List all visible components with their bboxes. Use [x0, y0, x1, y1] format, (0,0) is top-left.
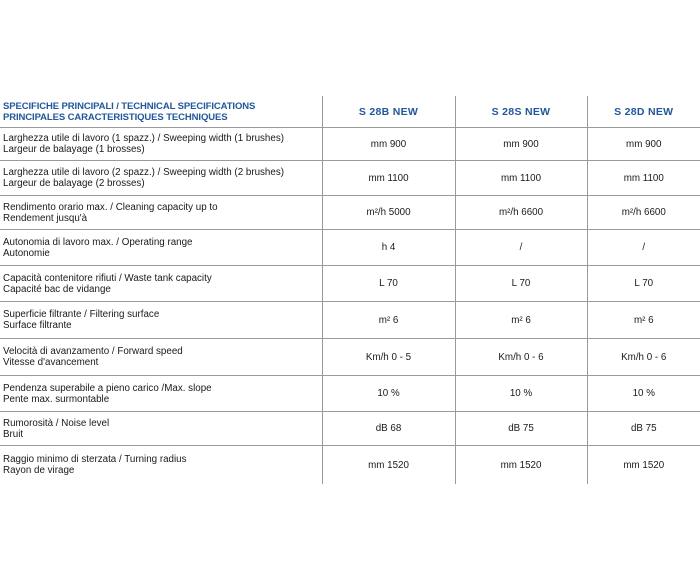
table-row — [0, 302, 700, 339]
spec-label-primary: Rumorosità / Noise level — [3, 417, 110, 429]
specifications-heading — [0, 96, 322, 128]
spec-value-s28s: L 70 — [455, 266, 587, 302]
spec-value-s28d: Km/h 0 - 6 — [587, 339, 700, 376]
spec-value-s28s: Km/h 0 - 6 — [455, 339, 587, 376]
spec-label — [0, 446, 322, 485]
table-row — [0, 196, 700, 230]
spec-label-primary: Larghezza utile di lavoro (2 spazz.) / Sweeping width (2 brushes) — [3, 167, 284, 178]
table-row — [0, 446, 700, 485]
spec-label-primary: Rendimento orario max. / Cleaning capacity up to — [3, 201, 218, 213]
spec-value-s28b: mm 900 — [322, 128, 455, 161]
spec-label — [0, 161, 322, 196]
spec-value-s28s: dB 75 — [455, 412, 587, 446]
spec-label-secondary: Pente max. surmontable — [3, 393, 110, 405]
model-s28d-header: S 28D NEW — [587, 96, 700, 128]
spec-label-secondary: Largeur de balayage (2 brosses) — [3, 178, 145, 189]
table-row — [0, 339, 700, 376]
spec-value-s28s: 10 % — [455, 376, 587, 412]
spec-value-s28b: h 4 — [322, 230, 455, 266]
spec-value-s28s: mm 900 — [455, 128, 587, 161]
spec-value-s28b: m² 6 — [322, 302, 455, 339]
spec-value-s28d: m² 6 — [587, 302, 700, 339]
spec-value-s28b: L 70 — [322, 266, 455, 302]
spec-value-s28d: dB 75 — [587, 412, 700, 446]
spec-value-s28d: mm 1100 — [587, 161, 700, 196]
spec-value-s28b: mm 1520 — [322, 446, 455, 485]
spec-value-s28d: mm 900 — [587, 128, 700, 161]
spec-value-s28s: m² 6 — [455, 302, 587, 339]
spec-label-primary: Autonomia di lavoro max. / Operating range — [3, 236, 193, 248]
spec-value-s28s: mm 1100 — [455, 161, 587, 196]
table-row — [0, 376, 700, 412]
spec-value-s28b: Km/h 0 - 5 — [322, 339, 455, 376]
spec-label-secondary: Autonomie — [3, 247, 50, 259]
spec-label — [0, 412, 322, 446]
model-s28s-header: S 28S NEW — [455, 96, 587, 128]
spec-label-primary: Capacità contenitore rifiuti / Waste tank capacity — [3, 272, 212, 284]
spec-label-primary: Velocità di avanzamento / Forward speed — [3, 346, 183, 357]
heading-line-2: PRINCIPALES CARACTERISTIQUES TECHNIQUES — [3, 111, 228, 123]
spec-label — [0, 230, 322, 266]
spec-label-secondary: Surface filtrante — [3, 320, 72, 331]
spec-label — [0, 339, 322, 376]
spec-value-s28s: m²/h 6600 — [455, 196, 587, 230]
spec-label-primary: Superficie filtrante / Filtering surface — [3, 309, 160, 320]
spec-value-s28d: mm 1520 — [587, 446, 700, 485]
table-row — [0, 161, 700, 196]
spec-label-secondary: Largeur de balayage (1 brosses) — [3, 144, 145, 155]
spec-label — [0, 266, 322, 302]
spec-value-s28b: mm 1100 — [322, 161, 455, 196]
spec-label-primary: Pendenza superabile a pieno carico /Max. slope — [3, 382, 212, 394]
model-s28b-header: S 28B NEW — [322, 96, 455, 128]
spec-label — [0, 196, 322, 230]
spec-label-secondary: Rendement jusqu'à — [3, 212, 88, 224]
table-row — [0, 128, 700, 161]
spec-value-s28d: m²/h 6600 — [587, 196, 700, 230]
spec-label — [0, 302, 322, 339]
spec-label-secondary: Rayon de virage — [3, 465, 75, 476]
table-row — [0, 266, 700, 302]
spec-value-s28b: dB 68 — [322, 412, 455, 446]
spec-label — [0, 376, 322, 412]
spec-label-secondary: Bruit — [3, 428, 24, 440]
specifications-table — [0, 96, 700, 484]
spec-value-s28s: mm 1520 — [455, 446, 587, 485]
spec-value-s28b: m²/h 5000 — [322, 196, 455, 230]
spec-label — [0, 128, 322, 161]
spec-value-s28d: / — [587, 230, 700, 266]
spec-value-s28b: 10 % — [322, 376, 455, 412]
spec-value-s28s: / — [455, 230, 587, 266]
spec-value-s28d: 10 % — [587, 376, 700, 412]
table-row — [0, 230, 700, 266]
spec-label-secondary: Vitesse d'avancement — [3, 357, 99, 368]
heading-line-1: SPECIFICHE PRINCIPALI / TECHNICAL SPECIFICATIONS — [3, 100, 256, 112]
spec-label-primary: Larghezza utile di lavoro (1 spazz.) / Sweeping width (1 brushes) — [3, 133, 284, 144]
spec-label-secondary: Capacité bac de vidange — [3, 283, 111, 295]
spec-label-primary: Raggio minimo di sterzata / Turning radius — [3, 454, 187, 465]
spec-value-s28d: L 70 — [587, 266, 700, 302]
table-row — [0, 412, 700, 446]
header-row — [0, 96, 700, 128]
